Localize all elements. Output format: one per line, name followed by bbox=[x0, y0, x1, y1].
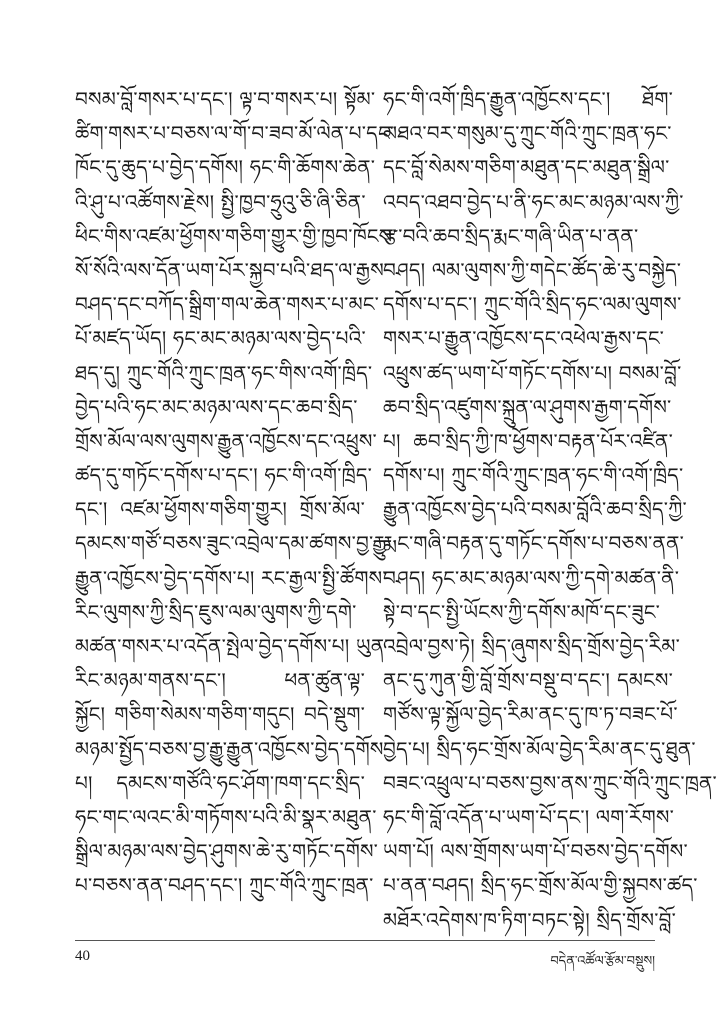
text-line: པ། ཆབ་སྲིད་ཀྱི་ཁ་ཕྱོགས་བརྟན་པོར་འཛིན་ bbox=[383, 428, 673, 453]
text-line: ཡག་པོ། ལས་གྲོགས་ཡག་པོ་བཅས་བྱེད་དགོས་ bbox=[383, 839, 688, 864]
text-line: ཚད་དུ་གཏོང་དགོས་པ་དང་། ཧང་གི་འགོ་ཁྲིད་ bbox=[75, 463, 372, 488]
text-line: མཚན་གསར་པ་འདོན་སྤེལ་བྱེད་དགོས་པ། ཡུན་ bbox=[75, 634, 389, 658]
text-line: སྟེ་བ་དང་སྤྱི་ཡོངས་ཀྱི་དགོས་མཁོ་དང་ཟུང་ bbox=[383, 599, 660, 624]
text-line: ཧང་གི་འགོ་ཁྲིད་རྒྱུན་འཁྱོངས་དང་། ཐོག་ bbox=[383, 87, 673, 111]
text-line: རྒྱུན་འཁྱོངས་བྱེད་དགོས་པ། རང་རྒྱལ་སྤྱི་ཚོགས་ bbox=[75, 565, 387, 590]
text-line: རིང་མཉམ་གནས་དང་། ཕན་ཚུན་ལྟ་ bbox=[75, 668, 365, 693]
text-line: རིང་ལུགས་ཀྱི་སྲིད་ཇུས་ལམ་ལུགས་ཀྱི་དགེ་ bbox=[75, 599, 357, 624]
text-line: པོ་མཛད་ཡོད། ཧང་མང་མཉམ་ལས་བྱེད་པའི་ bbox=[75, 326, 366, 351]
text-line: མཉམ་སྤྱོད་བཅས་བྱ་རྒྱུ་རྒྱུན་འཁྱོངས་བྱེད་དགོས་ bbox=[75, 736, 389, 761]
text-line: སོ་སོའི་ལས་དོན་ཡག་པོར་སྐྱབ་པའི་ཐད་ལ་རྒྱས་ bbox=[75, 257, 389, 282]
footer-rule bbox=[75, 940, 655, 941]
text-line: སྒྲིལ་མཉམ་ལས་བྱེད་ཤུགས་ཆེ་རུ་གཏོང་དགོས་ bbox=[75, 839, 379, 864]
text-line: གཙོས་ལྟ་སྐྱོལ་བྱེད་རིམ་ནང་དུ་ཁ་ཏ་བཟང་པོ་ bbox=[383, 702, 678, 727]
left-text-column bbox=[75, 82, 397, 932]
text-line: པ་བཅས་ནན་བཤད་དང་། ཀྲུང་གོའི་ཀྲུང་ཁྲན་ bbox=[75, 873, 374, 898]
text-line: ཧང་གི་བློ་འདོན་པ་ཡག་པོ་དང་། ལག་རོགས་ bbox=[383, 804, 674, 829]
text-line: གྲོས་མོལ་ལས་ལུགས་རྒྱུན་འཁྱོངས་དང་འཕྲུས་ bbox=[75, 428, 377, 453]
text-line: མཐའ་བར་གསུམ་དུ་ཀྲུང་གོའི་ཀྲུང་ཁྲན་ཧང་ bbox=[383, 121, 672, 146]
text-line: བྱེད་པ། སྲིད་ཧང་གྲོས་མོལ་བྱེད་རིམ་ནང་དུ་ཐུན་ bbox=[383, 736, 696, 761]
text-line: ཆབ་སྲིད་འཛུགས་སྐྲུན་ལ་ཤུགས་རྒྱག་དགོས་ bbox=[383, 394, 672, 419]
text-line: ནང་དུ་ཀུན་གྱི་བློ་གྲོས་བསྡུ་བ་དང་། དམངས་ bbox=[383, 668, 673, 693]
text-line: དགོས་པ་དང་། ཀྲུང་གོའི་སྲིད་ཧང་ལམ་ལུགས་ bbox=[383, 292, 682, 317]
text-line: འབད་འཐབ་བྱེད་པ་ནི་ཧང་མང་མཉམ་ལས་ཀྱི་ bbox=[383, 189, 684, 214]
text-line: དམངས་གཙོ་བཅས་ཟུང་འབྲེལ་དམ་ཚགས་བྱ་རྒྱུ་ bbox=[75, 531, 391, 556]
right-text-column bbox=[383, 82, 717, 932]
text-line: ཐད་དུ། ཀྲུང་གོའི་ཀྲུང་ཁྲན་ཧང་གིས་འགོ་ཁྲིད་ bbox=[75, 360, 373, 385]
text-line: དགོས་པ། ཀྲུང་གོའི་ཀྲུང་ཁྲན་ཧང་གི་འགོ་ཁྲིད་ bbox=[383, 463, 684, 488]
text-line: བཟང་འཕྲུལ་པ་བཅས་བྱས་ནས་ཀྲུང་གོའི་ཀྲུང་ཁྲན་ bbox=[383, 770, 717, 795]
text-line: པ། དམངས་གཙོའི་ཧང་ཤོག་ཁག་དང་སྲིད་ bbox=[75, 770, 365, 795]
text-line: བསམ་བློ་གསར་པ་དང་། ལྟ་བ་གསར་པ། སྟོམ་ bbox=[75, 87, 376, 111]
page-number: 40 bbox=[75, 948, 90, 964]
text-line: སྐྱོང། གཅིག་སེམས་གཅིག་གདུང། བདེ་སྡུག་ bbox=[75, 702, 365, 727]
text-line: པ་ནན་བཤད། སྲིད་ཧང་གྲོས་མོལ་གྱི་སྐྱབས་ཚད་ bbox=[383, 873, 698, 898]
text-line: རྨང་གཞི་བརྟན་དུ་གཏོང་དགོས་པ་བཅས་ནན་ bbox=[383, 531, 685, 556]
text-line: རྩ་བའི་ཆབ་སྲིད་རྨང་གཞི་ཡིན་པ་ནན་ bbox=[383, 223, 639, 248]
text-line: འི་ཤུ་པ་འཚོགས་རྗེས། སྤྱི་ཁྱབ་ཧྲུའུ་ཅི་ཞི་ཅིན་ bbox=[75, 189, 366, 214]
text-line: འཕྲུས་ཚད་ཡག་པོ་གཏོང་དགོས་པ། བསམ་བློ་ bbox=[383, 360, 682, 385]
text-line: བཤད་དང་བཀོད་སྒྲིག་གལ་ཆེན་གསར་པ་མང་ bbox=[75, 292, 380, 317]
text-line: དང་། འཛམ་ཕྱོགས་གཅིག་གྱུར། གྲོས་མོལ་ bbox=[75, 497, 365, 522]
text-line: མཐོར་འདེགས་ཁ་ཏིག་བཏང་སྟེ། སྲིད་གྲོས་བློ་ bbox=[383, 907, 677, 932]
text-line: འབྲེལ་བྱས་ཏེ། སྲིད་ཞུགས་སྲིད་གྲོས་བྱེད་རིམ་ bbox=[383, 634, 681, 658]
text-line: བྱེད་པའི་ཧང་མང་མཉམ་ལས་དང་ཆབ་སྲིད་ bbox=[75, 394, 358, 419]
text-line: ཧང་གང་ལའང་མི་གཏོགས་པའི་མི་སྣར་མཐུན་ bbox=[75, 804, 377, 829]
running-footer-title: བདེན་འཚོལ་རྩོམ་བསྡུས། bbox=[550, 954, 655, 969]
text-line: ཕིང་གིས་འཛམ་ཕྱོགས་གཅིག་གྱུར་གྱི་ཁྱབ་ཁོངས་ bbox=[75, 223, 397, 248]
text-line: ཚིག་གསར་པ་བཅས་ལ་གོ་བ་ཟབ་མོ་ལེན་པ་དང་ bbox=[75, 121, 395, 146]
text-line: བཤད། ལམ་ལུགས་ཀྱི་གདེང་ཚོད་ཆེ་རུ་བསྐྱེད་ bbox=[383, 257, 682, 282]
text-line: ཁོང་དུ་ཆུད་པ་བྱེད་དགོས། ཧང་གི་ཆོགས་ཆེན་ bbox=[75, 155, 376, 180]
text-line: དང་བློ་སེམས་གཅིག་མཐུན་དང་མཐུན་སྒྲིལ་ bbox=[383, 155, 670, 180]
text-line: རྒྱུན་འཁྱོངས་བྱེད་པའི་བསམ་བློའི་ཆབ་སྲིད་ཀྱི་ bbox=[383, 497, 687, 522]
text-line: གསར་པ་རྒྱུན་འཁྱོངས་དང་འཕེལ་རྒྱས་དང་ bbox=[383, 326, 665, 351]
text-line: བཤད། ཧང་མང་མཉམ་ལས་ཀྱི་དགེ་མཚན་ནི་ bbox=[383, 565, 680, 590]
